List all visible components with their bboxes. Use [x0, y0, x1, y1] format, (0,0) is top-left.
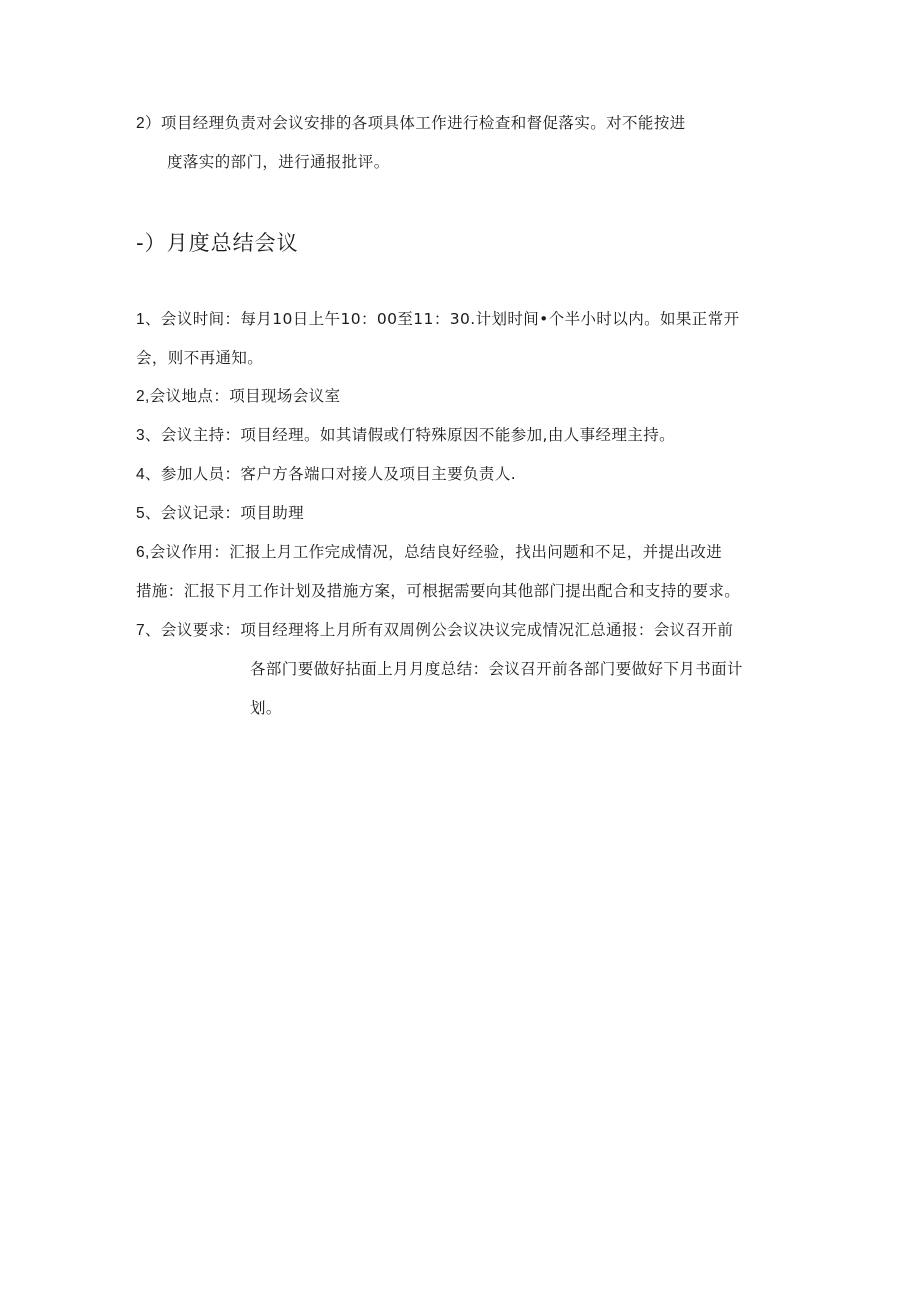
- item-1-line-1: [136, 309, 740, 330]
- item-7-line-1: [136, 620, 733, 641]
- item-3-line-1: [136, 425, 675, 446]
- item-6-text: 会议作用：汇报上月工作完成情况，总结良好经验，找出问题和不足，并提出改进: [149, 543, 723, 561]
- item-3-text: 会议主持：项目经理。如其请假或仃特殊原因不能参加,由人事经理主持。: [160, 426, 676, 444]
- prev-item-2-text: 项目经理负责对会议安排的各项具体工作进行检查和督促落实。对不能按进: [160, 114, 686, 132]
- item-2-text: 会议地点：项目现场会议室: [149, 387, 341, 405]
- item-4-number: 4、: [136, 466, 161, 483]
- item-5-text: 会议记录：项目助理: [160, 504, 305, 522]
- item-6-number: 6,: [136, 544, 150, 561]
- item-3-number: 3、: [136, 427, 161, 444]
- item-5-number: 5、: [136, 505, 161, 522]
- item-6-line-2: 措施：汇报下月工作计划及措施方案，可根据需要向其他部门提出配合和支持的要求。: [136, 582, 741, 600]
- item-1-number: 1、: [136, 311, 161, 328]
- item-4-text: 参加人员：客户方各端口对接人及项目主要负责人.: [160, 465, 517, 483]
- item-2-line-1: [136, 386, 341, 407]
- prev-item-2-number: 2）: [136, 115, 161, 132]
- section-heading: -）月度总结会议: [136, 231, 299, 255]
- item-6-line-1: [136, 542, 722, 563]
- item-7-number: 7、: [136, 622, 161, 639]
- item-7-line-2: 各部门要做好拈面上月月度总结：会议召开前各部门要做好下月书面计: [250, 660, 743, 678]
- item-5-line-1: [136, 503, 304, 524]
- prev-item-2-line-1: [136, 113, 686, 134]
- item-4-line-1: [136, 464, 516, 485]
- item-7-text: 会议要求：项目经理将上月所有双周例公会议决议完成情况汇总通报：会议召开前: [160, 621, 734, 639]
- item-2-number: 2,: [136, 388, 150, 405]
- item-1-text: 会议时间：每月10日上午10：00至11：30.计划时间•个半小时以内。如果正常开: [160, 310, 740, 328]
- prev-item-2-line-2: 度落实的部门，进行通报批评。: [167, 153, 390, 171]
- item-7-line-3: 划。: [250, 699, 282, 717]
- item-1-line-2: 会，则不再通知。: [136, 349, 264, 367]
